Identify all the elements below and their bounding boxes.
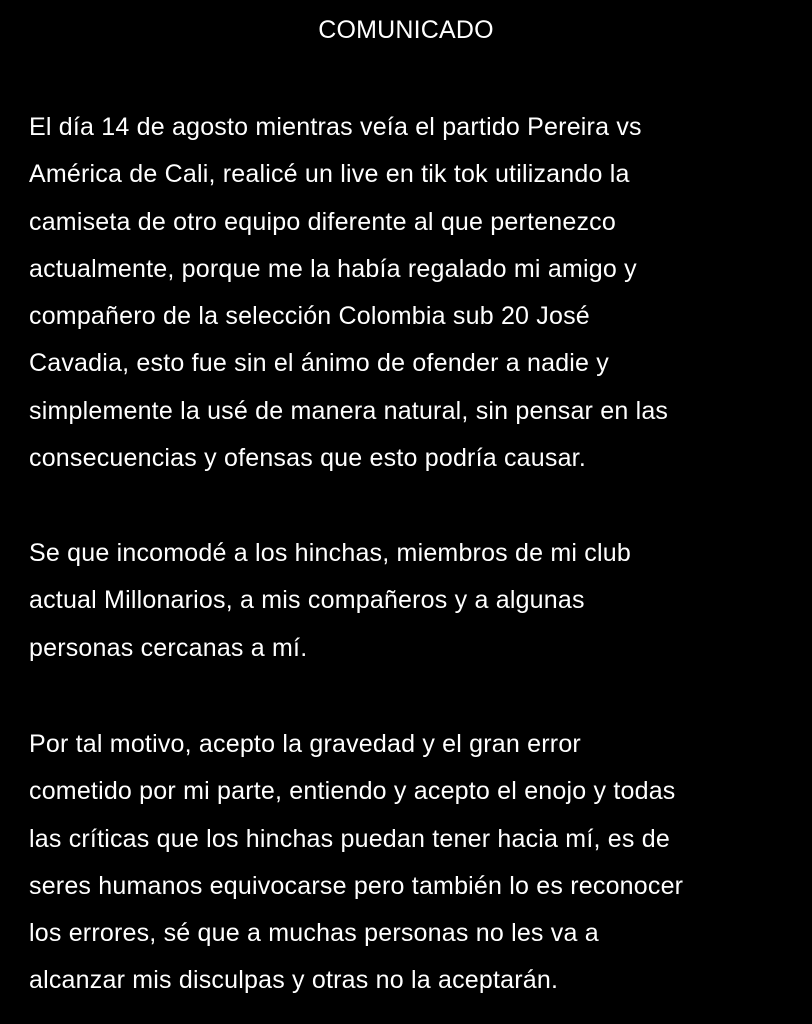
text-line: camiseta de otro equipo diferente al que pertenezco: [29, 207, 616, 236]
paragraph-3: [29, 721, 809, 1005]
text-line: alcanzar mis disculpas y otras no la aceptarán.: [29, 966, 559, 995]
text-line: consecuencias y ofensas que esto podría causar.: [29, 444, 586, 473]
text-line: actual Millonarios, a mis compañeros y a algunas: [29, 586, 585, 615]
text-line: las críticas que los hinchas puedan tener hacia mí, es de: [29, 824, 670, 853]
text-line: personas cercanas a mí.: [29, 633, 308, 662]
text-line: simplemente la usé de manera natural, sin pensar en las: [29, 396, 669, 425]
text-line: compañero de la selección Colombia sub 20 José: [29, 302, 590, 331]
text-line: seres humanos equivocarse pero también lo es reconocer: [29, 871, 684, 900]
paragraph-1: [29, 104, 809, 482]
text-line: El día 14 de agosto mientras veía el partido Pereira vs: [29, 113, 642, 141]
paragraph-2: [29, 530, 809, 672]
document-title: COMUNICADO: [318, 16, 494, 44]
text-line: América de Cali, realicé un live en tik tok utilizando la: [29, 160, 630, 189]
text-line: Por tal motivo, acepto la gravedad y el gran error: [29, 730, 581, 758]
text-line: Cavadia, esto fue sin el ánimo de ofender a nadie y: [29, 349, 610, 378]
text-line: Se que incomodé a los hinchas, miembros de mi club: [29, 539, 631, 567]
text-line: cometido por mi parte, entiendo y acepto el enojo y todas: [29, 777, 676, 806]
text-line: los errores, sé que a muchas personas no les va a: [29, 919, 599, 948]
text-line: actualmente, porque me la había regalado mi amigo y: [29, 254, 637, 283]
